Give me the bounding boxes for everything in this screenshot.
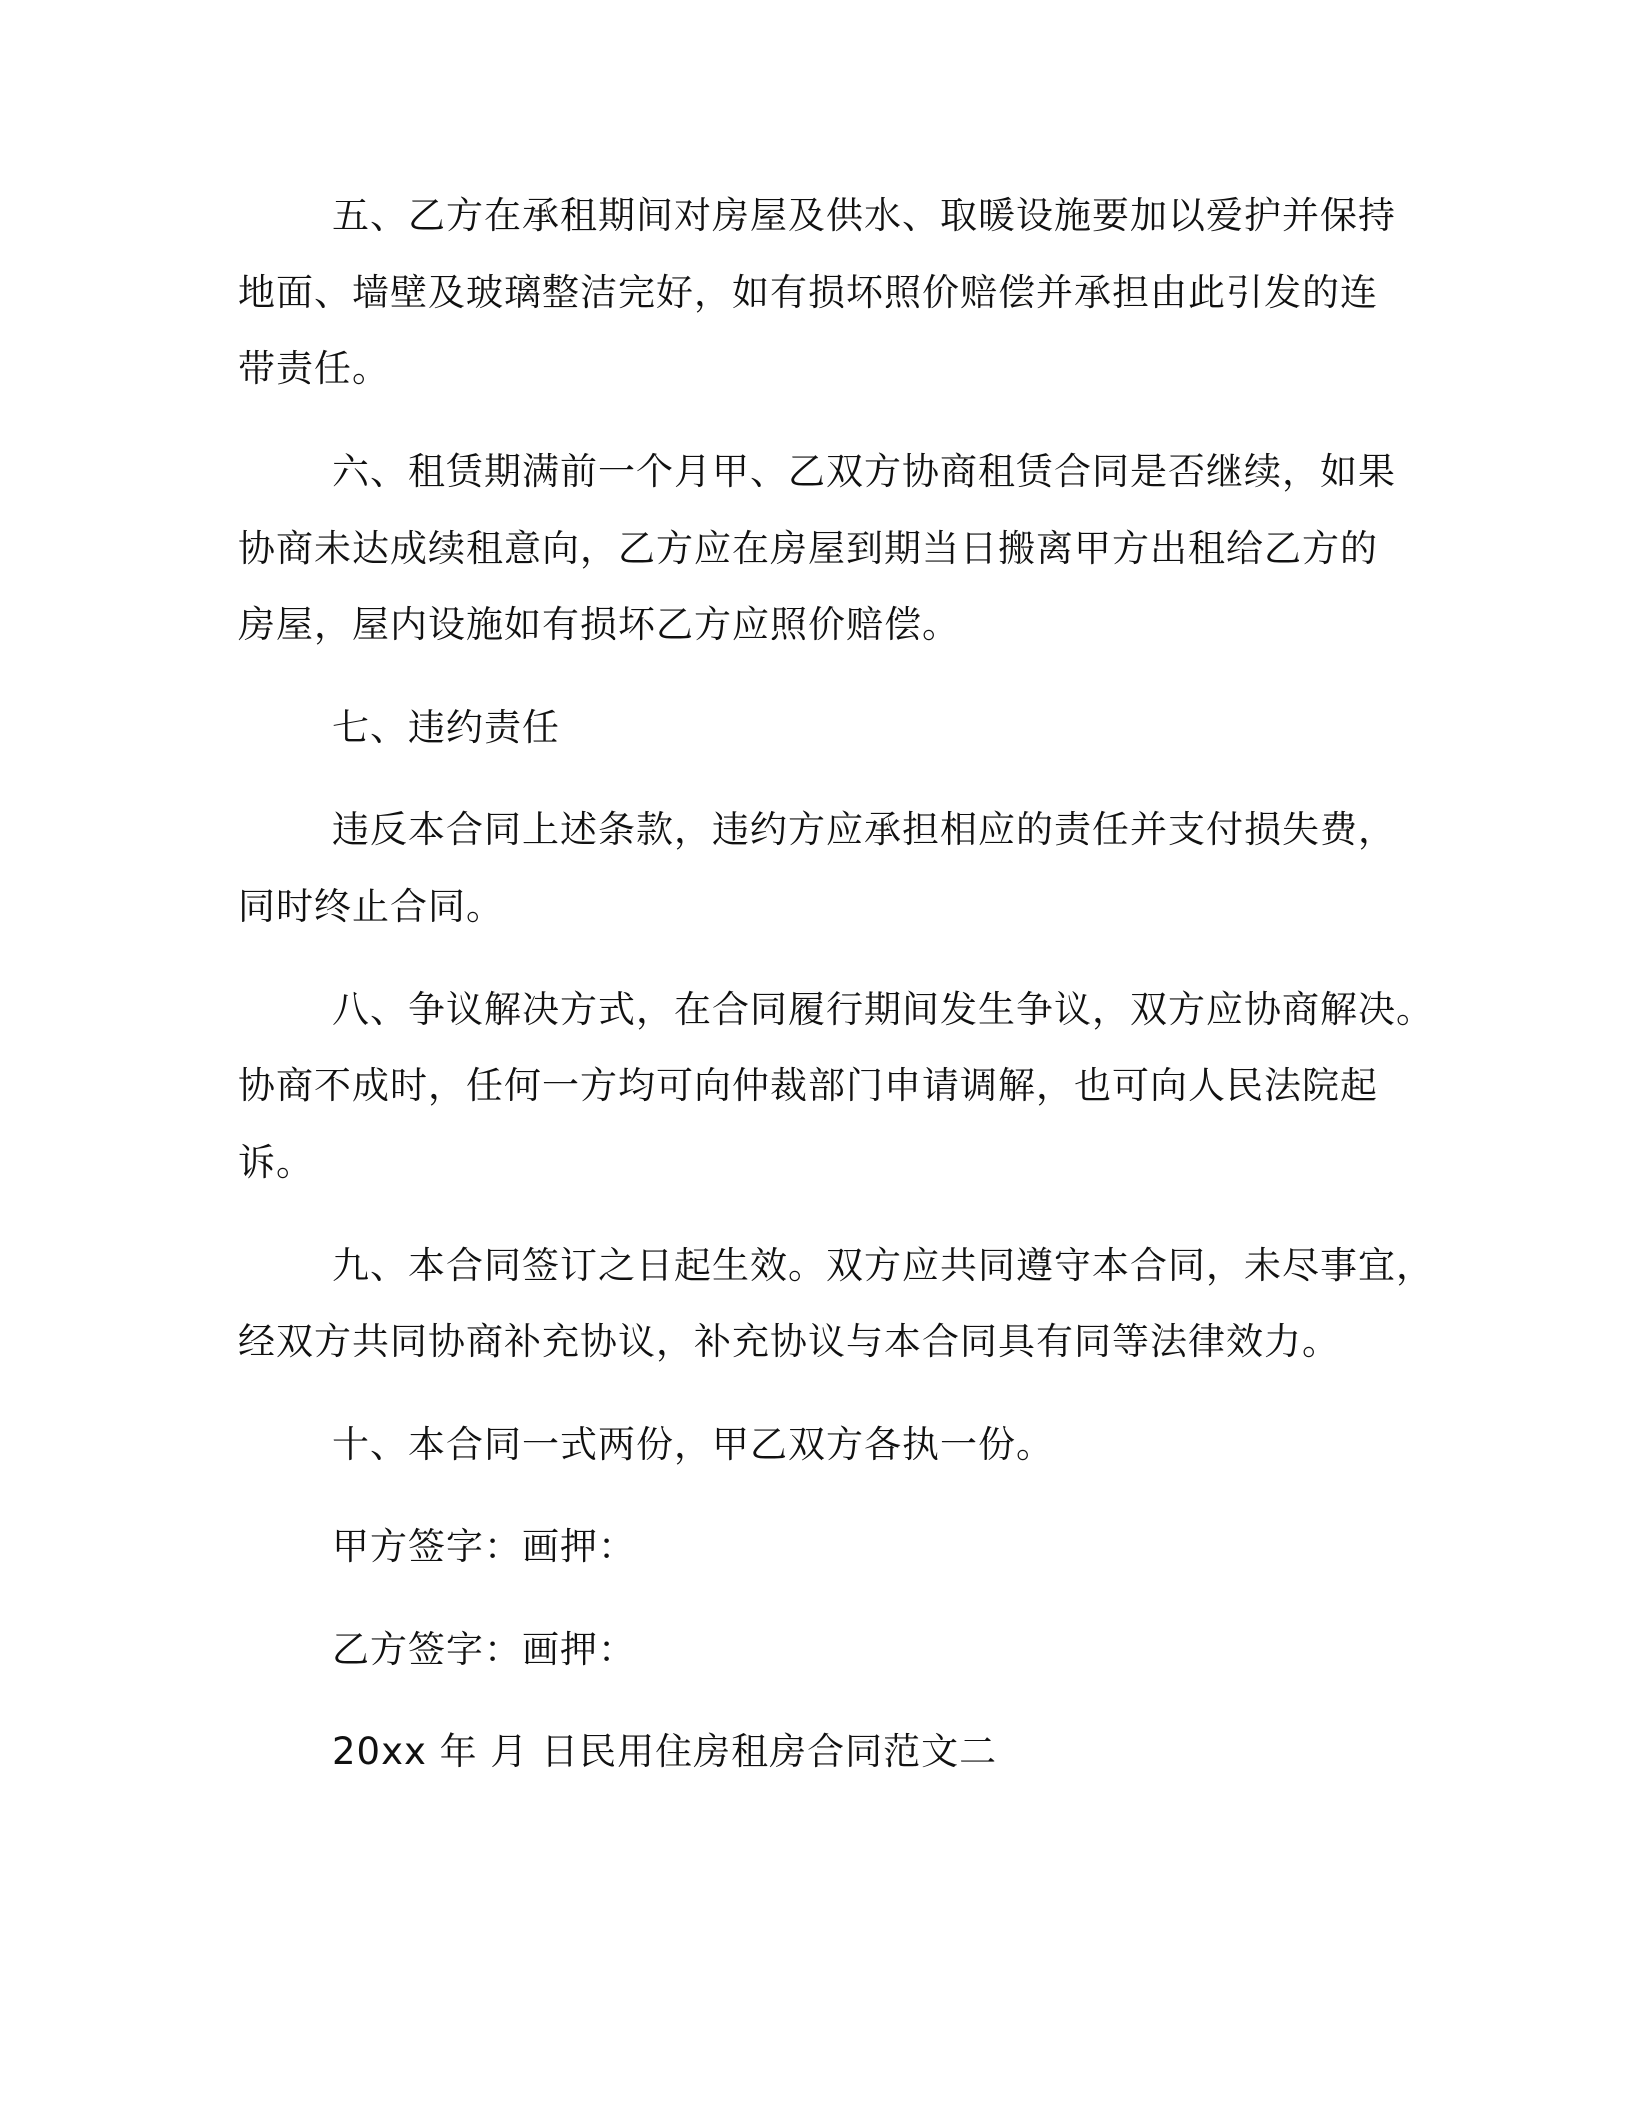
- clause-8-line-3: 诉。: [238, 1141, 314, 1184]
- party-b-signature: 乙方签字：画押：: [332, 1628, 636, 1671]
- clause-5-line-2: 地面、墙壁及玻璃整洁完好，如有损坏照价赔偿并承担由此引发的连: [238, 271, 1378, 314]
- party-a-signature: 甲方签字：画押：: [332, 1525, 636, 1568]
- clause-9-line-2: 经双方共同协商补充协议，补充协议与本合同具有同等法律效力。: [238, 1320, 1340, 1363]
- clause-5-line-1: 五、乙方在承租期间对房屋及供水、取暖设施要加以爱护并保持: [332, 194, 1396, 237]
- date-and-next-title: 20xx 年 月 日民用住房租房合同范文二: [332, 1730, 998, 1773]
- clause-6-line-1: 六、租赁期满前一个月甲、乙双方协商租赁合同是否继续，如果: [332, 450, 1396, 493]
- clause-9-line-1: 九、本合同签订之日起生效。双方应共同遵守本合同，未尽事宜，: [332, 1244, 1434, 1287]
- clause-7-line-2: 同时终止合同。: [238, 885, 504, 928]
- clause-7-line-1: 违反本合同上述条款，违约方应承担相应的责任并支付损失费，: [332, 808, 1396, 851]
- clause-7-heading: 七、违约责任: [332, 706, 560, 749]
- clause-5-line-3: 带责任。: [238, 347, 390, 390]
- clause-8-line-1: 八、争议解决方式，在合同履行期间发生争议，双方应协商解决。: [332, 988, 1434, 1031]
- clause-6-line-3: 房屋，屋内设施如有损坏乙方应照价赔偿。: [238, 603, 960, 646]
- clause-6-line-2: 协商未达成续租意向，乙方应在房屋到期当日搬离甲方出租给乙方的: [238, 527, 1378, 570]
- clause-8-line-2: 协商不成时，任何一方均可向仲裁部门申请调解，也可向人民法院起: [238, 1064, 1378, 1107]
- clause-10-line: 十、本合同一式两份，甲乙双方各执一份。: [332, 1423, 1054, 1466]
